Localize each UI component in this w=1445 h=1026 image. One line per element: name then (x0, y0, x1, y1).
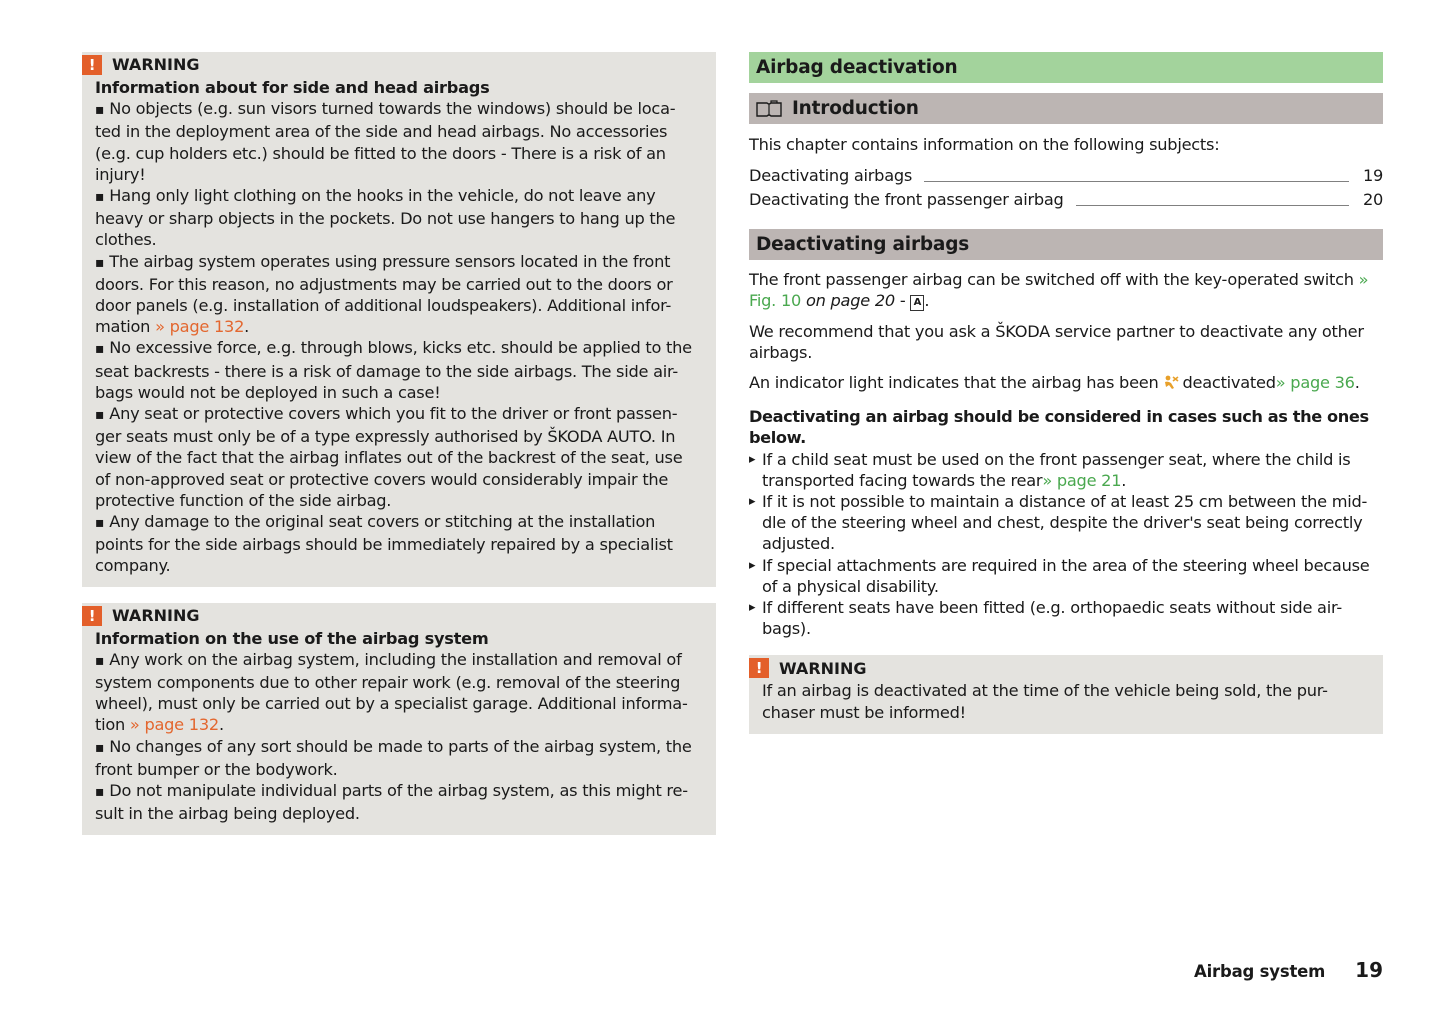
right-column (749, 52, 1383, 734)
warning-item: ▪ Hang only light clothing on the hooks in the vehicle, do not leave any heavy or sharp objects in the pockets. Do not use hangers to hang up the clothes. (95, 185, 698, 251)
list-item: ▸ If a child seat must be used on the front passenger seat, where the child is transported facing towards the rear» page 21. (749, 449, 1383, 491)
warning-item: ▪ The airbag system operates using pressure sensors located in the front doors. For this reason, no adjustments may be carried out to the doors or door panels (e.g. installation of additional loudspeakers). Additional infor-mation » page 132. (95, 251, 698, 338)
section-heading: Deactivating airbags (749, 229, 1383, 260)
warning-label: WARNING (779, 658, 867, 678)
list-item: ▸ If different seats have been fitted (e.g. orthopaedic seats without side air-bags). (749, 597, 1383, 639)
warning-item: ▪ Any work on the airbag system, including the installation and removal of system components due to other repair work (e.g. removal of the steering wheel), must only be carried out by a specialist garage. Additional informa-tion » page 132. (95, 649, 698, 736)
toc-label: Deactivating the front passenger airbag (749, 190, 1064, 210)
paragraph-indicator-light: An indicator light indicates that the airbag has been deactivated» page 36. (749, 372, 1383, 395)
cases-list (749, 449, 1383, 640)
book-icon (756, 100, 782, 118)
warning-item: ▪ Any seat or protective covers which you fit to the driver or front passen-ger seats must only be of a type expressly authorised by ŠKODA AUTO. In view of the fact that the airbag inflates out of the backrest of the seat, use of non-approved seat or protective covers would considerably impair the protective function of the side airbag. (95, 403, 698, 511)
table-of-contents (749, 164, 1383, 212)
footer-section-title: Airbag system (1194, 962, 1326, 981)
warning-item: ▪ No changes of any sort should be made to parts of the airbag system, the front bumper or the bodywork. (95, 736, 698, 780)
warning-text: If an airbag is deactivated at the time of the vehicle being sold, the pur-chaser must be informed! (762, 681, 1328, 722)
warning-item: ▪ Any damage to the original seat covers or stitching at the installation points for the side airbags should be immediately repaired by a specialist company. (95, 511, 698, 577)
page-footer (1194, 958, 1383, 982)
chapter-title: Airbag deactivation (749, 52, 1383, 83)
page-132-link[interactable]: » page 132 (155, 317, 245, 337)
warning-exclamation-icon: ! (82, 606, 102, 626)
page-number: 19 (1355, 958, 1383, 982)
warning-box-side-head-airbags (82, 52, 716, 587)
key-a-label: A (910, 295, 924, 311)
warning-label: WARNING (112, 55, 200, 75)
warning-item: ▪ No excessive force, e.g. through blows, kicks etc. should be applied to the seat backrests - there is a risk of damage to the side airbags. The side air-bags would not be deployed in such a case! (95, 337, 698, 403)
warning-box-airbag-system-use (82, 603, 716, 835)
introduction-header (749, 93, 1383, 124)
warning-item: ▪ Do not manipulate individual parts of the airbag system, as this might re-sult in the airbag being deployed. (95, 780, 698, 824)
warning-header (82, 605, 698, 627)
cases-intro: Deactivating an airbag should be considered in cases such as the ones below. (749, 407, 1369, 448)
introduction-heading: Introduction (792, 98, 919, 119)
warning-item: ▪ No objects (e.g. sun visors turned towards the windows) should be loca-ted in the deployment area of the side and head airbags. No accessories (e.g. cup holders etc.) should be fitted to the doors - There is a risk of an injury! (95, 98, 698, 185)
toc-leader-line (924, 181, 1349, 182)
left-column (82, 52, 716, 835)
fig-10-link[interactable]: » Fig. 10 (749, 270, 1369, 311)
list-item: ▸ If special attachments are required in the area of the steering wheel because of a physical disability. (749, 555, 1383, 597)
paragraph-service-partner: We recommend that you ask a ŠKODA service partner to deactivate any other airbags. (749, 321, 1364, 362)
warning-title: Information about for side and head airbags (95, 78, 490, 97)
toc-entry[interactable] (749, 188, 1383, 212)
airbag-off-indicator-icon (1163, 374, 1179, 395)
warning-header (749, 657, 1365, 679)
page-132-link[interactable]: » page 132 (129, 715, 219, 735)
warning-header (82, 54, 698, 76)
warning-exclamation-icon: ! (749, 658, 769, 678)
toc-leader-line (1076, 205, 1349, 206)
warning-box-deactivated-sale (749, 655, 1383, 733)
intro-text: This chapter contains information on the following subjects: (749, 135, 1220, 154)
toc-entry[interactable] (749, 164, 1383, 188)
toc-label: Deactivating airbags (749, 166, 913, 186)
list-item: ▸ If it is not possible to maintain a distance of at least 25 cm between the mid-dle of the steering wheel and chest, despite the driver's seat being correctly adjusted. (749, 491, 1383, 555)
warning-title: Information on the use of the airbag system (95, 628, 489, 648)
paragraph-key-switch: The front passenger airbag can be switched off with the key-operated switch » Fig. 10 on page 20 - A . (749, 270, 1369, 311)
warning-label: WARNING (112, 606, 200, 626)
page-36-link[interactable]: » page 36 (1275, 373, 1355, 393)
warning-exclamation-icon: ! (82, 55, 102, 75)
toc-page: 19 (1363, 166, 1384, 186)
page-21-link[interactable]: » page 21 (1042, 470, 1122, 490)
toc-page: 20 (1363, 190, 1384, 210)
